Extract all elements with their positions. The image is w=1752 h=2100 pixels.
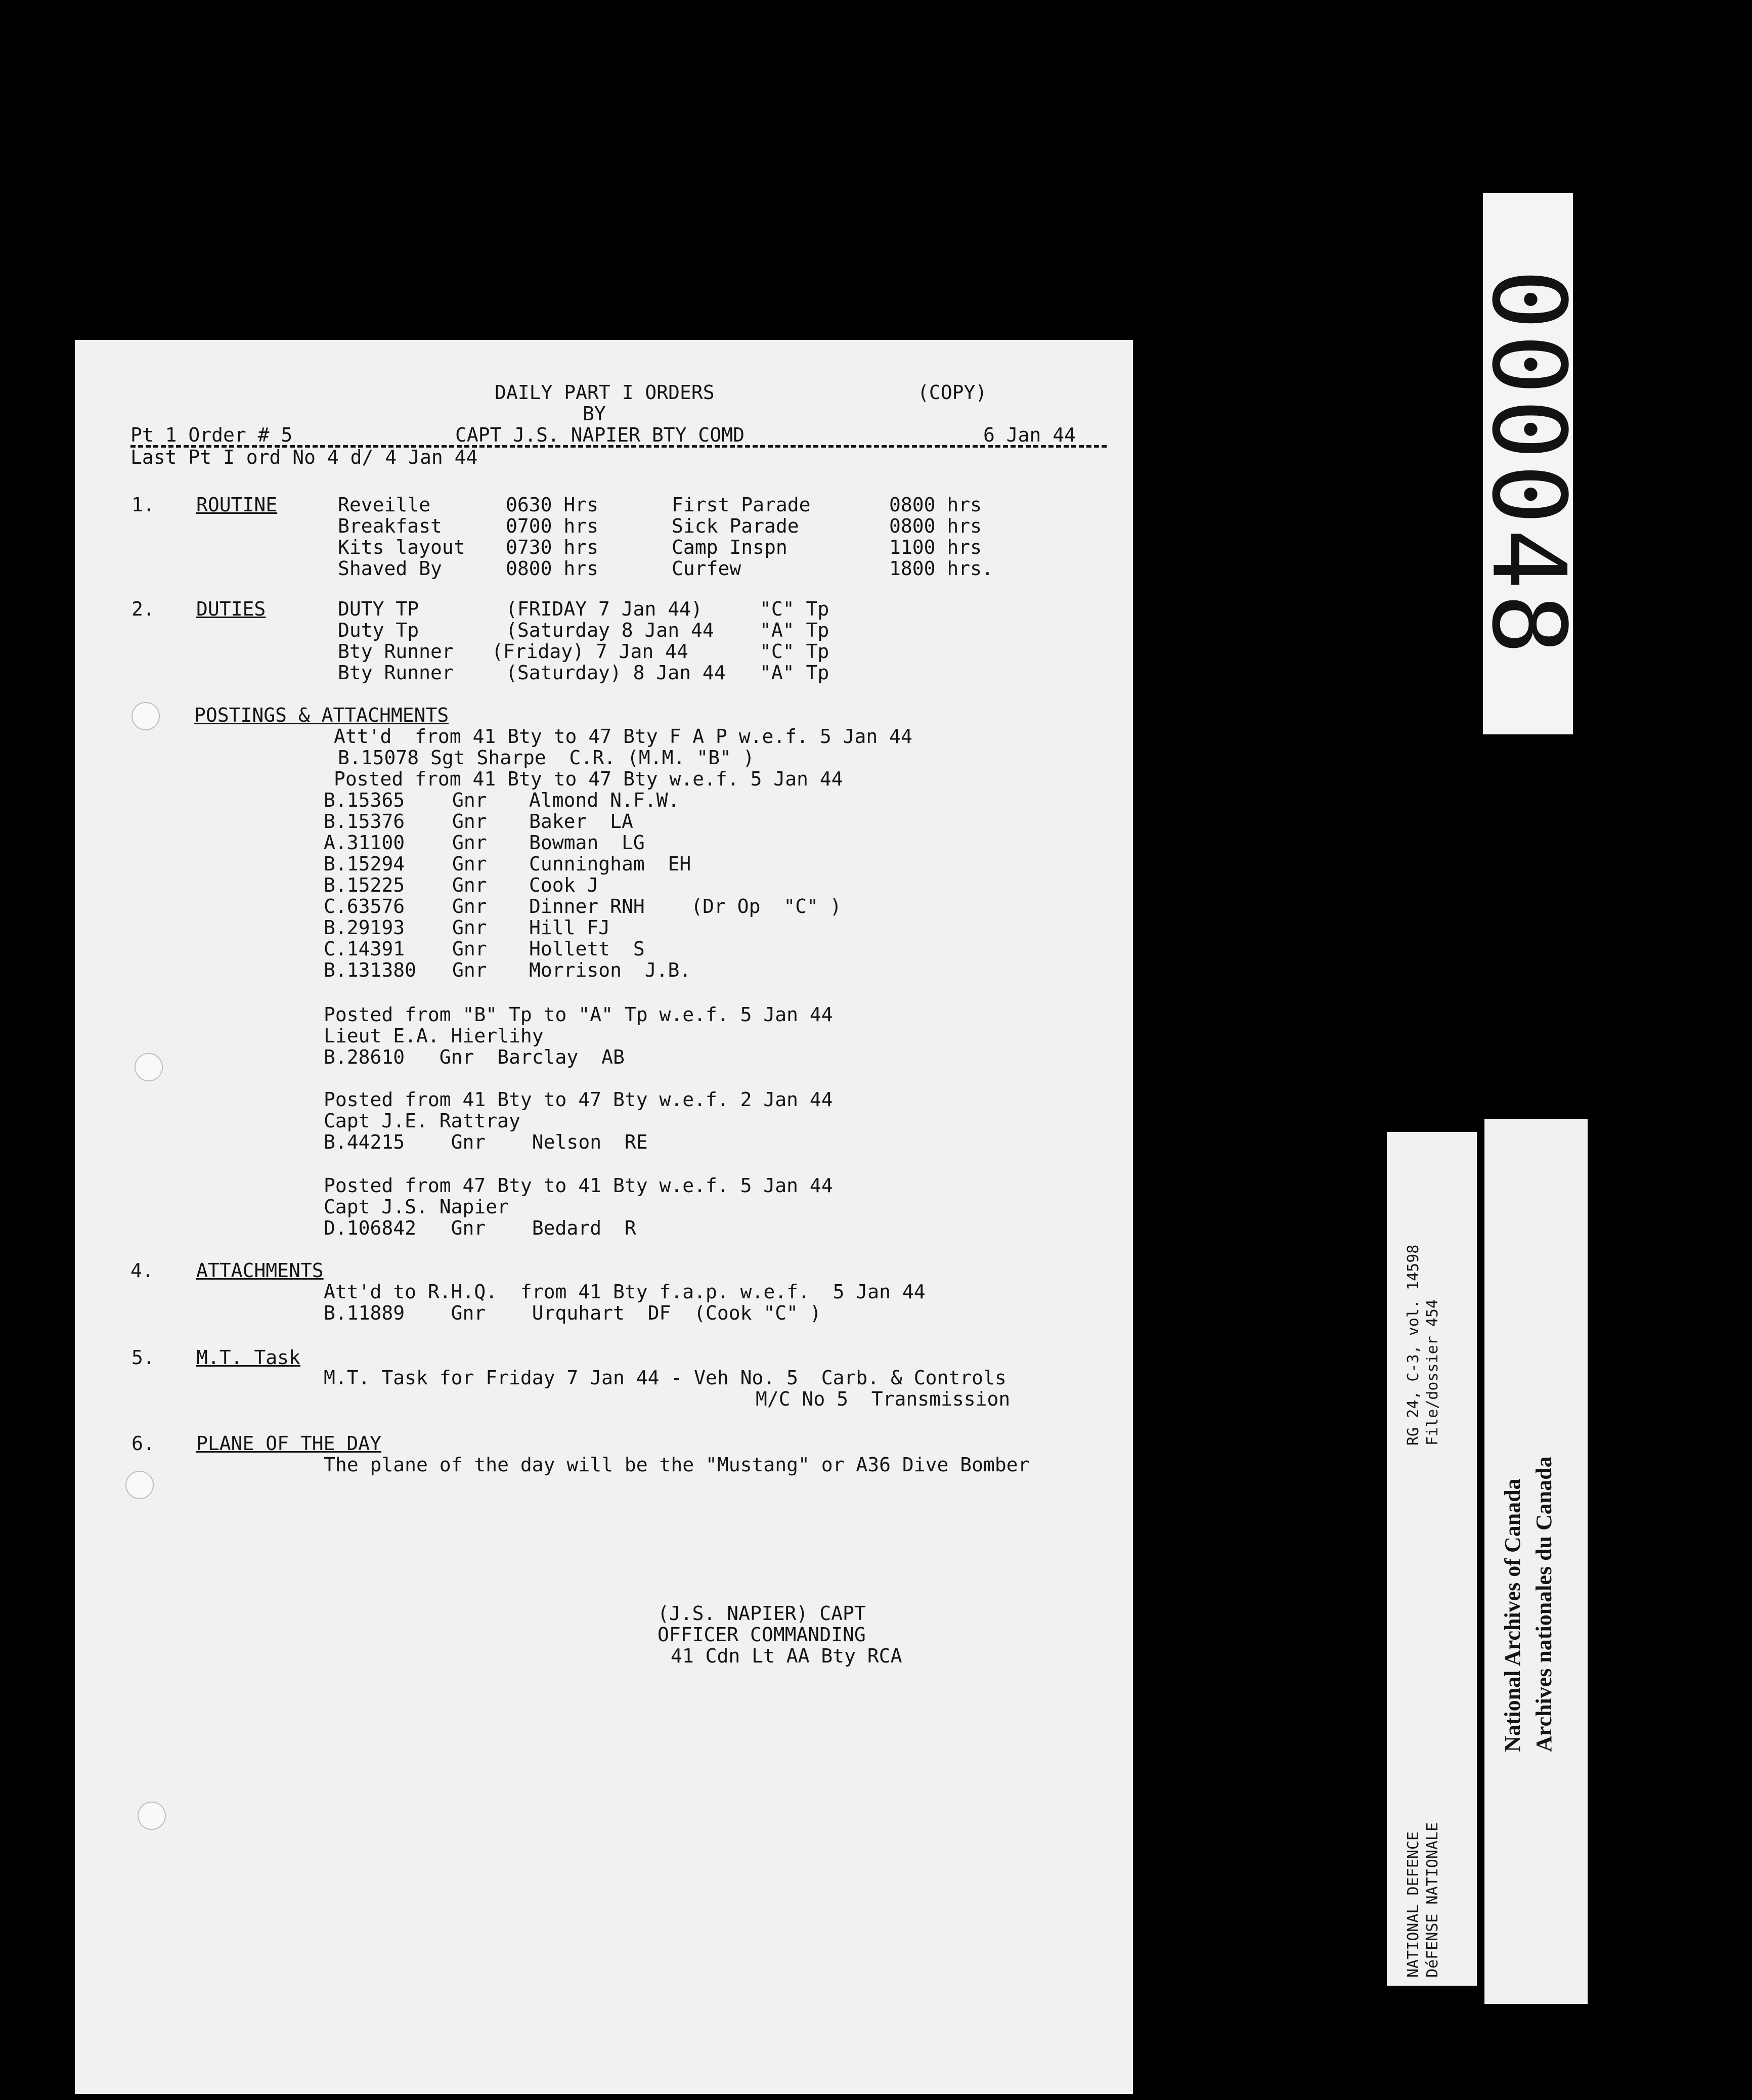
- service-number: C.14391: [324, 938, 405, 960]
- copy-mark: (COPY): [917, 381, 987, 404]
- routine-item: First Parade: [672, 494, 811, 516]
- duty-date: (Saturday 8 Jan 44: [506, 619, 714, 641]
- routine-time: 0800 hrs: [889, 515, 982, 537]
- section-number: 4.: [130, 1259, 154, 1282]
- section-heading-postings: POSTINGS & ATTACHMENTS: [194, 704, 449, 726]
- routine-time: 0630 Hrs: [506, 494, 599, 516]
- signature-name: (J.S. NAPIER) CAPT: [658, 1602, 866, 1625]
- duty-role: Duty Tp: [338, 619, 419, 641]
- attachment-person: B.11889 Gnr Urquhart DF (Cook "C" ): [324, 1302, 821, 1324]
- order-reference: Pt 1 Order # 5: [130, 424, 293, 446]
- soldier-name: Bowman LG: [529, 832, 645, 854]
- plane-line: The plane of the day will be the "Mustang" or A36 Dive Bomber: [324, 1454, 1030, 1476]
- soldier-name: Almond N.F.W.: [529, 789, 680, 811]
- posting-person: B.44215 Gnr Nelson RE: [324, 1131, 648, 1153]
- service-number: B.15225: [324, 874, 405, 896]
- frame-number: 000048: [1469, 269, 1587, 659]
- archive-name-fr: Archives nationales du Canada: [1531, 1456, 1556, 1752]
- rank: Gnr: [452, 895, 487, 917]
- archive-label-nac: [1484, 1119, 1588, 2004]
- routine-time: 1800 hrs.: [889, 557, 993, 580]
- duty-troop: "A" Tp: [760, 662, 829, 684]
- routine-item: Kits layout: [338, 536, 465, 558]
- soldier-name: Hill FJ: [529, 916, 610, 939]
- section-number: 1.: [132, 494, 155, 516]
- routine-item: Curfew: [672, 557, 741, 580]
- posting-person: B.28610 Gnr Barclay AB: [324, 1046, 625, 1068]
- rank: Gnr: [452, 959, 487, 981]
- posting-officer: Capt J.E. Rattray: [324, 1110, 520, 1132]
- soldier-name: Baker LA: [529, 810, 633, 833]
- mt-task-line: M/C No 5 Transmission: [756, 1388, 1011, 1410]
- department-name-en: NATIONAL DEFENCE: [1405, 1831, 1422, 1978]
- posting-officer: Lieut E.A. Hierlihy: [324, 1025, 544, 1047]
- duty-role: DUTY TP: [338, 598, 419, 620]
- service-number: B.15376: [324, 810, 405, 833]
- attachment-person: B.15078 Sgt Sharpe C.R. (M.M. "B" ): [338, 747, 755, 769]
- soldier-name: Cook J: [529, 874, 599, 896]
- mt-task-line: M.T. Task for Friday 7 Jan 44 - Veh No. 5 Carb. & Controls: [324, 1367, 1006, 1389]
- rank: Gnr: [452, 853, 487, 875]
- routine-time: 0800 hrs: [506, 557, 599, 580]
- service-number: C.63576: [324, 895, 405, 917]
- by-line: BY: [583, 403, 606, 425]
- posting-officer: Capt J.S. Napier: [324, 1196, 509, 1218]
- routine-item: Shaved By: [338, 557, 442, 580]
- signature-unit: 41 Cdn Lt AA Bty RCA: [671, 1645, 902, 1667]
- archive-name-en: National Archives of Canada: [1500, 1478, 1525, 1752]
- section-heading-duties: DUTIES: [196, 598, 266, 620]
- commander: CAPT J.S. NAPIER BTY COMD: [455, 424, 744, 446]
- soldier-name: Dinner RNH (Dr Op "C" ): [529, 895, 842, 917]
- signature-title: OFFICER COMMANDING: [658, 1624, 866, 1646]
- file-reference: File/dossier 454: [1424, 1299, 1441, 1446]
- department-name-fr: DéFENSE NATIONALE: [1424, 1822, 1441, 1978]
- section-number: 2.: [132, 598, 155, 620]
- service-number: B.15294: [324, 853, 405, 875]
- posting-line: Posted from 41 Bty to 47 Bty w.e.f. 5 Jan 44: [334, 768, 843, 790]
- service-number: B.15365: [324, 789, 405, 811]
- soldier-name: Morrison J.B.: [529, 959, 691, 981]
- service-number: A.31100: [324, 832, 405, 854]
- page-title: DAILY PART I ORDERS: [495, 381, 715, 404]
- punch-hole: [132, 702, 160, 730]
- routine-time: 0730 hrs: [506, 536, 599, 558]
- archive-label: [1387, 1132, 1477, 1986]
- duty-troop: "C" Tp: [760, 640, 829, 663]
- rank: Gnr: [452, 916, 487, 939]
- soldier-name: Cunningham EH: [529, 853, 691, 875]
- routine-item: Camp Inspn: [672, 536, 787, 558]
- punch-hole: [138, 1802, 166, 1830]
- rank: Gnr: [452, 938, 487, 960]
- routine-time: 0700 hrs: [506, 515, 599, 537]
- punch-hole: [135, 1053, 163, 1081]
- rank: Gnr: [452, 874, 487, 896]
- service-number: B.131380: [324, 959, 417, 981]
- rank: Gnr: [452, 789, 487, 811]
- order-date: 6 Jan 44: [983, 424, 1076, 446]
- soldier-name: Hollett S: [529, 938, 645, 960]
- section-heading-attachments: ATTACHMENTS: [196, 1259, 324, 1282]
- section-heading-routine: ROUTINE: [196, 494, 278, 516]
- routine-item: Reveille: [338, 494, 431, 516]
- duty-troop: "A" Tp: [760, 619, 829, 641]
- routine-time: 1100 hrs: [889, 536, 982, 558]
- record-group-reference: RG 24, C-3, vol. 14598: [1405, 1244, 1422, 1446]
- routine-item: Breakfast: [338, 515, 442, 537]
- frame-number-stamp: [1469, 193, 1587, 734]
- service-number: B.29193: [324, 916, 405, 939]
- attachment-line: Att'd to R.H.Q. from 41 Bty f.a.p. w.e.f. 5 Jan 44: [324, 1281, 926, 1303]
- rank: Gnr: [452, 832, 487, 854]
- duty-date: (FRIDAY 7 Jan 44): [506, 598, 703, 620]
- punch-hole: [125, 1471, 154, 1499]
- section-number: 5.: [132, 1346, 155, 1369]
- duty-role: Bty Runner: [338, 662, 454, 684]
- routine-time: 0800 hrs: [889, 494, 982, 516]
- duty-date: (Friday) 7 Jan 44: [492, 640, 688, 663]
- section-number: 6.: [132, 1432, 155, 1455]
- section-heading-plane: PLANE OF THE DAY: [196, 1432, 382, 1455]
- duty-role: Bty Runner: [338, 640, 454, 663]
- posting-line: Posted from 47 Bty to 41 Bty w.e.f. 5 Jan 44: [324, 1174, 833, 1197]
- last-order-reference: Last Pt I ord No 4 d/ 4 Jan 44: [130, 446, 478, 468]
- attachment-line: Att'd from 41 Bty to 47 Bty F A P w.e.f. 5 Jan 44: [334, 725, 912, 748]
- duty-troop: "C" Tp: [760, 598, 829, 620]
- section-heading-mt-task: M.T. Task: [196, 1346, 300, 1369]
- posting-line: Posted from 41 Bty to 47 Bty w.e.f. 2 Jan 44: [324, 1088, 833, 1111]
- posting-person: D.106842 Gnr Bedard R: [324, 1217, 636, 1239]
- posting-line: Posted from "B" Tp to "A" Tp w.e.f. 5 Jan 44: [324, 1003, 833, 1026]
- duty-date: (Saturday) 8 Jan 44: [506, 662, 726, 684]
- routine-item: Sick Parade: [672, 515, 799, 537]
- rank: Gnr: [452, 810, 487, 833]
